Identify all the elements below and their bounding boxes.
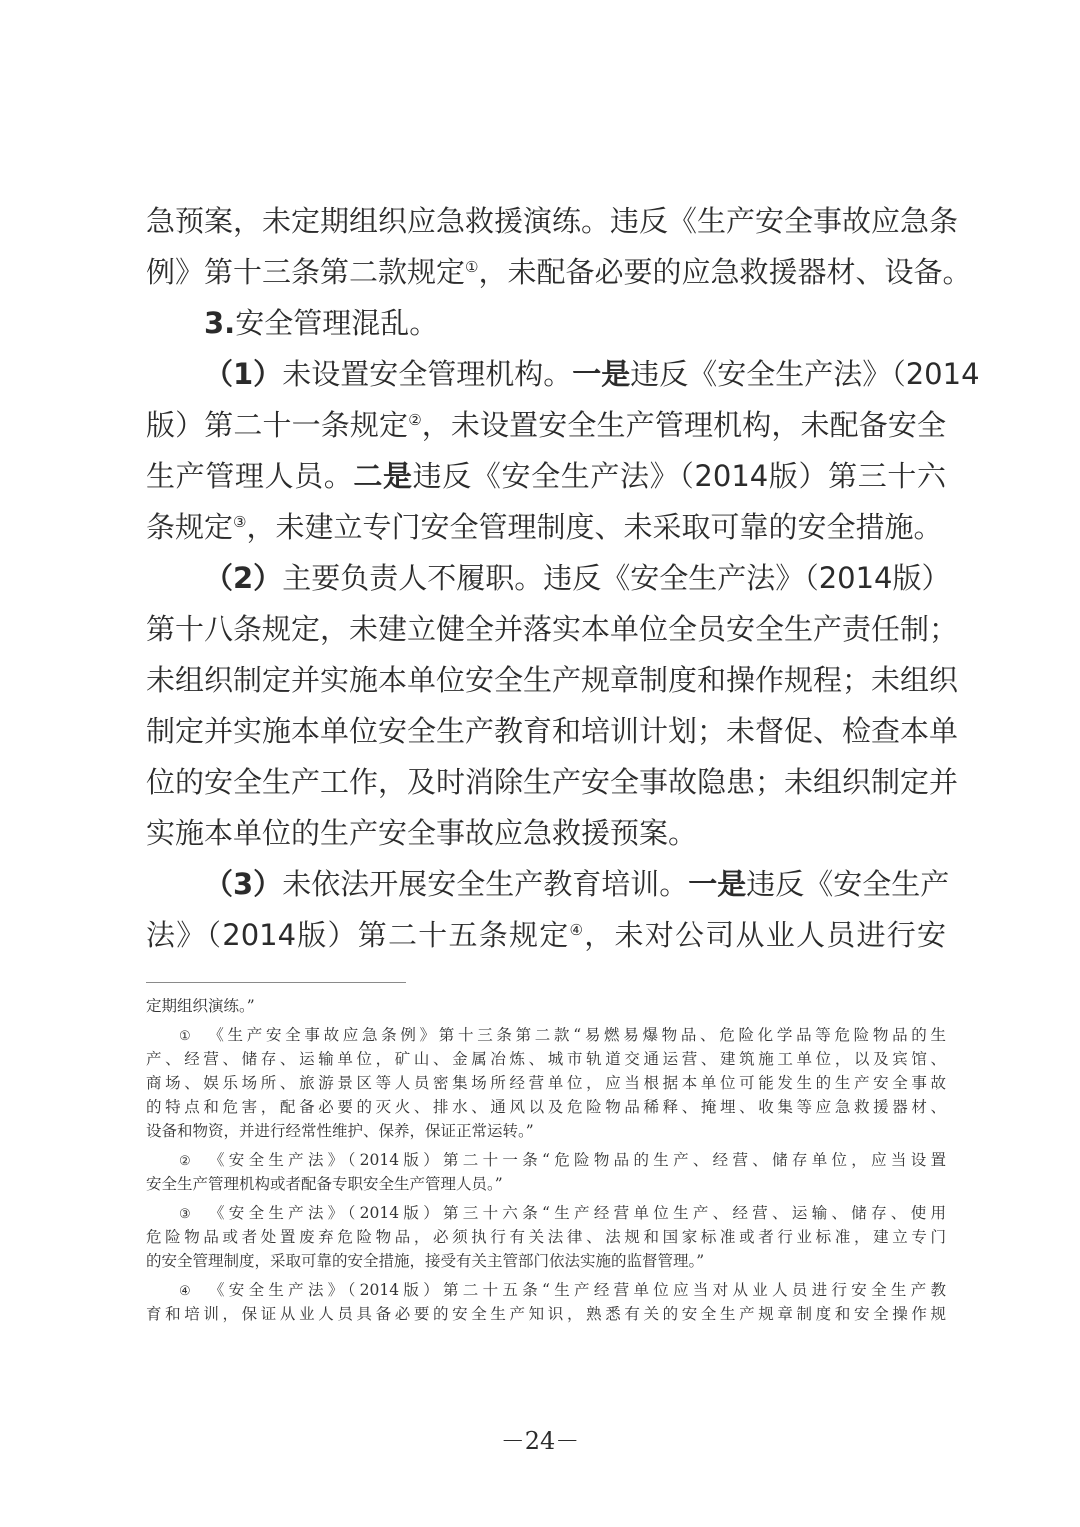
- text-span: 《安全生产法》（2014版）第二十五条“生产经营单位应当对从业人员进行安全生产教: [208, 1281, 947, 1299]
- paragraph-line: [146, 859, 950, 910]
- item-number: （2）: [204, 561, 283, 595]
- footnote-4-line: [146, 1278, 946, 1302]
- footnote-4-line: 育和培训，保证从业人员具备必要的安全生产知识，熟悉有关的安全生产规章制度和安全操作规: [146, 1305, 946, 1323]
- text-span: 实施本单位的生产安全事故应急救援预案。: [146, 816, 698, 850]
- footnote-4-mark: ④: [179, 1284, 195, 1299]
- text-span: ，未对公司从业人员进行安: [584, 918, 946, 952]
- footnote-1-line: 产、经营、储存、运输单位，矿山、金属冶炼、城市轨道交通运营、建筑施工单位，以及宾馆、: [146, 1050, 946, 1068]
- footnote-3-line: [146, 1201, 946, 1225]
- section-number: 3.: [204, 306, 236, 340]
- paragraph-line: [146, 502, 946, 553]
- paragraph-line: [146, 910, 946, 961]
- text-span: 生产管理人员。: [146, 459, 354, 493]
- text-span: 条规定: [146, 510, 234, 544]
- paragraph-line: [146, 553, 951, 604]
- text-span: 第十八条规定，未建立健全并落实本单位全员安全生产责任制；: [146, 612, 959, 646]
- emphasis: 二是: [353, 459, 413, 493]
- footnote-2-line: 安全生产管理机构或者配备专职安全生产管理人员。”: [146, 1175, 503, 1193]
- emphasis: 一是: [688, 867, 747, 901]
- text-span: 法》（2014版）第二十五条规定: [146, 918, 570, 952]
- footnote-1-line: 的特点和危害，配备必要的灭火、排水、通风以及危险物品稀释、掩埋、收集等应急救援器材、: [146, 1098, 946, 1116]
- text-span: 版）第二十一条规定: [146, 408, 409, 442]
- text-span: 违反《安全生产: [746, 867, 950, 901]
- footnote-1-line: [146, 1023, 946, 1047]
- paragraph-line: [146, 247, 972, 298]
- text-span: ，未设置安全生产管理机构，未配备安全: [421, 408, 946, 442]
- text-span: 违反《安全生产法》（2014: [630, 357, 980, 391]
- text-span: 位的安全生产工作，及时消除生产安全事故隐患；未组织制定并: [146, 765, 959, 799]
- text-span: 《安全生产法》（2014版）第二十一条“危险物品的生产、经营、储存单位，应当设置: [208, 1151, 947, 1169]
- paragraph-line: [146, 706, 959, 757]
- paragraph-line: [146, 757, 959, 808]
- paragraph-line: [146, 808, 946, 859]
- item-heading: 未依法开展安全生产教育培训。: [282, 867, 689, 901]
- paragraph-line: [146, 451, 946, 502]
- text-span: 《生产安全事故应急条例》第十三条第二款“易燃易爆物品、危险化学品等危险物品的生: [208, 1026, 946, 1044]
- paragraph-line: [146, 400, 946, 451]
- item-heading: 未设置安全管理机构。: [282, 357, 573, 391]
- paragraph-line: [146, 655, 959, 706]
- item-heading: 主要负责人不履职。: [282, 561, 544, 595]
- text-span: 违反《安全生产法》（2014版）第三十六: [412, 459, 946, 493]
- text-span: 例》第十三条第二款规定: [146, 255, 466, 289]
- page-number: －24－: [500, 1427, 580, 1455]
- item-number: （3）: [204, 867, 283, 901]
- footnote-ref-1[interactable]: ①: [465, 258, 479, 276]
- footnote-continuation: 定期组织演练。”: [146, 997, 255, 1015]
- section-heading: [146, 298, 946, 349]
- paragraph-line: [146, 604, 959, 655]
- footnote-3-line: 的安全管理制度，采取可靠的安全措施，接受有关主管部门依法实施的监督管理。”: [146, 1252, 705, 1270]
- paragraph-line: [146, 196, 959, 247]
- footnote-ref-2[interactable]: ②: [408, 411, 422, 429]
- footnote-ref-3[interactable]: ③: [233, 513, 247, 531]
- emphasis: 一是: [572, 357, 631, 391]
- item-number: （1）: [204, 357, 283, 391]
- text-span: 《安全生产法》（2014版）第三十六条“生产经营单位生产、经营、运输、储存、使用: [208, 1204, 947, 1222]
- paragraph-line: [146, 349, 980, 400]
- body-text: [146, 196, 980, 961]
- footnote-1-mark: ①: [179, 1029, 195, 1044]
- footnotes: [146, 994, 946, 1326]
- footnote-2-mark: ②: [179, 1154, 195, 1169]
- text-span: 急预案，未定期组织应急救援演练。违反《生产安全事故应急条: [146, 204, 959, 238]
- text-span: 违反《安全生产法》（2014版）: [543, 561, 951, 595]
- text-span: 未组织制定并实施本单位安全生产规章制度和操作规程；未组织: [146, 663, 959, 697]
- footnote-2-line: [146, 1148, 946, 1172]
- footnote-3-mark: ③: [179, 1207, 195, 1222]
- text-span: 制定并实施本单位安全生产教育和培训计划；未督促、检查本单: [146, 714, 959, 748]
- text-span: ，未配备必要的应急救援器材、设备。: [478, 255, 972, 289]
- section-title: 安全管理混乱。: [235, 306, 439, 340]
- footnote-ref-4[interactable]: ④: [569, 921, 585, 939]
- text-span: ，未建立专门安全管理制度、未采取可靠的安全措施。: [246, 510, 943, 544]
- footnote-1-line: 设备和物资，并进行经常性维护、保养，保证正常运转。”: [146, 1122, 534, 1140]
- footnote-3-line: 危险物品或者处置废弃危险物品，必须执行有关法律、法规和国家标准或者行业标准，建立专门: [146, 1228, 946, 1246]
- footnote-1-line: 商场、娱乐场所、旅游景区等人员密集场所经营单位，应当根据本单位可能发生的生产安全事故: [146, 1074, 946, 1092]
- footnote-divider: [146, 982, 406, 983]
